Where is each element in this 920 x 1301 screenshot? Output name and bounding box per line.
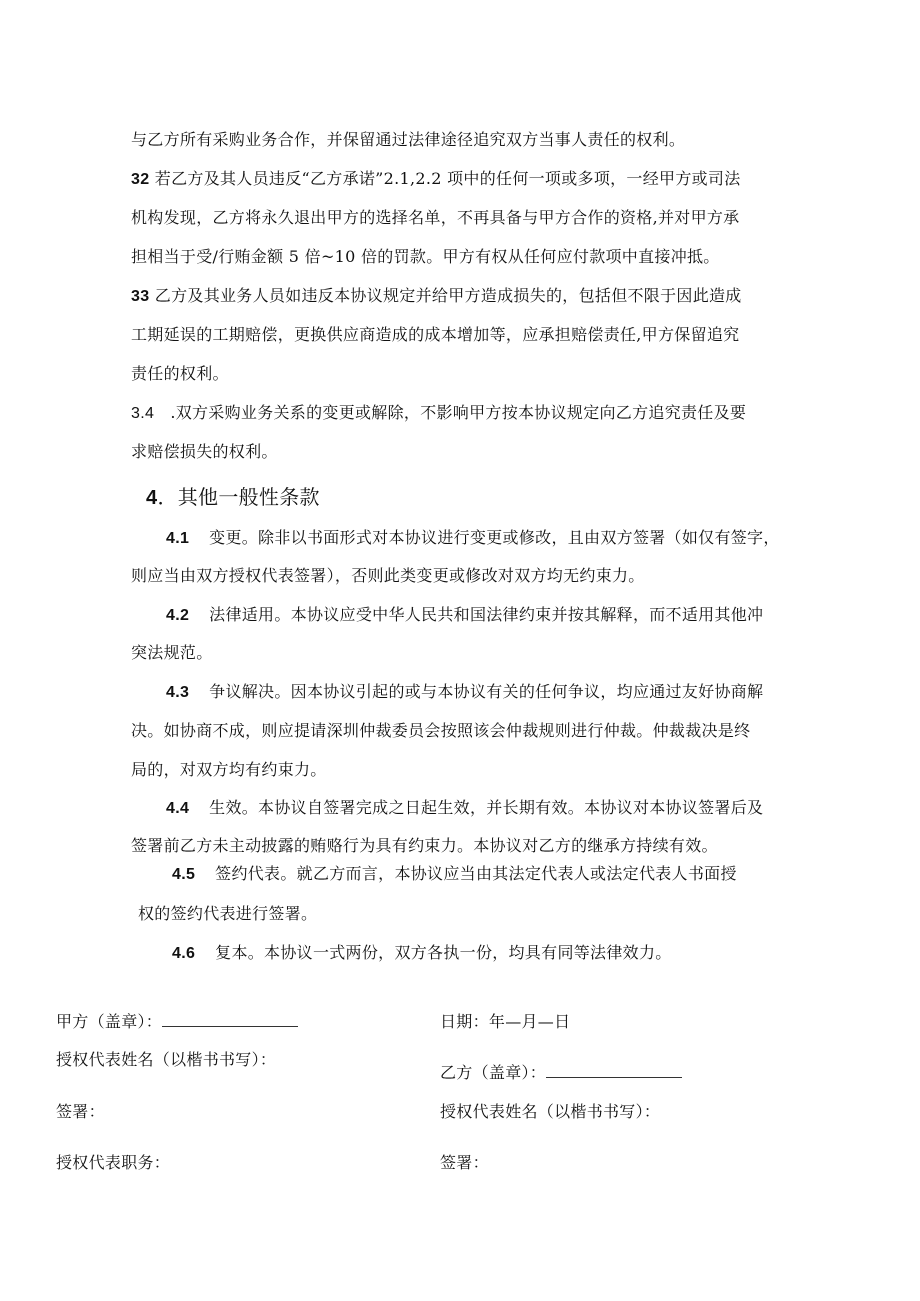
clause-line: 突法规范。 — [131, 643, 213, 662]
clause-3-2-line — [131, 169, 741, 190]
clause-text: .双方采购业务关系的变更或解除，不影响甲方按本协议规定向乙方追究责任及要 — [154, 403, 747, 422]
clause-text: 争议解决。因本协议引起的或与本协议有关的任何争议，均应通过友好协商解 — [209, 682, 764, 701]
clause-4-2 — [166, 605, 763, 626]
clause-line: 则应当由双方授权代表签署），否则此类变更或修改对双方均无约束力。 — [131, 566, 645, 585]
party-a-seal — [56, 1012, 298, 1032]
clause-4-4 — [166, 798, 763, 819]
clause-4-1 — [166, 528, 780, 549]
party-a-seal-label: 甲方（盖章）： — [56, 1012, 163, 1031]
party-b-sign: 签署： — [440, 1153, 489, 1172]
clause-text: 复本。本协议一式两份，双方各执一份，均具有同等法律效力。 — [215, 943, 672, 962]
clause-number: 4.1 — [166, 530, 190, 547]
clause-number: 4.3 — [166, 684, 190, 701]
paragraph-line: 机构发现，乙方将永久退出甲方的选择名单，不再具备与甲方合作的资格,并对甲方承 — [131, 208, 740, 227]
clause-text: 乙方及其业务人员如违反本协议规定并给甲方造成损失的，包括但不限于因此造成 — [149, 286, 742, 305]
clause-number: 32 — [131, 171, 150, 188]
clause-4-6 — [172, 943, 672, 964]
clause-text: 生效。本协议自签署完成之日起生效，并长期有效。本协议对本协议签署后及 — [209, 798, 764, 817]
paragraph-line: 与乙方所有采购业务合作，并保留通过法律途径追究双方当事人责任的权利。 — [131, 130, 686, 149]
section-number: 4 — [146, 487, 158, 509]
party-a-seal-blank — [162, 1013, 298, 1027]
clause-text: 签约代表。就乙方而言，本协议应当由其法定代表人或法定代表人书面授 — [215, 864, 737, 883]
clause-4-3 — [166, 682, 763, 703]
clause-line: 签署前乙方未主动披露的贿赂行为具有约束力。本协议对乙方的继承方持续有效。 — [131, 836, 718, 855]
clause-line: 决。如协商不成，则应提请深圳仲裁委员会按照该会仲裁规则进行仲裁。仲裁裁决是终 — [131, 721, 751, 740]
clause-number: 4.5 — [172, 866, 196, 883]
clause-4-5 — [172, 864, 737, 885]
section-title: ．其他一般性条款 — [157, 485, 320, 509]
clause-3-3-line — [131, 286, 742, 307]
paragraph-line: 担相当于受/行贿金额 5 倍~10 倍的罚款。甲方有权从任何应付款项中直接冲抵。 — [131, 247, 720, 266]
clause-number: 3.4 — [131, 405, 155, 422]
clause-number: 33 — [131, 288, 150, 305]
signing-date: 日期：年—月—日 — [440, 1012, 571, 1031]
paragraph-line: 责任的权利。 — [131, 364, 229, 383]
party-a-sign: 签署： — [56, 1102, 105, 1121]
clause-number: 4.2 — [166, 607, 190, 624]
party-b-seal — [440, 1063, 682, 1083]
section-heading — [146, 485, 320, 510]
clause-3-4-line — [131, 403, 746, 424]
party-b-seal-label: 乙方（盖章）： — [440, 1063, 547, 1082]
clause-number: 4.4 — [166, 800, 190, 817]
clause-line: 权的签约代表进行签署。 — [138, 904, 318, 923]
party-a-rep-name: 授权代表姓名（以楷书书写）： — [56, 1050, 277, 1069]
clause-text: 变更。除非以书面形式对本协议进行变更或修改，且由双方签署（如仅有签字， — [209, 528, 780, 547]
clause-text: 若乙方及其人员违反“乙方承诺”2.1,2.2 项中的任何一项或多项，一经甲方或司法 — [149, 169, 741, 188]
party-b-rep-name: 授权代表姓名（以楷书书写）： — [440, 1102, 661, 1121]
clause-line: 局的，对双方均有约束力。 — [131, 760, 327, 779]
paragraph-line: 求赔偿损失的权利。 — [131, 442, 278, 461]
clause-text: 法律适用。本协议应受中华人民共和国法律约束并按其解释，而不适用其他冲 — [209, 605, 764, 624]
party-b-seal-blank — [546, 1064, 682, 1078]
party-a-rep-title: 授权代表职务： — [56, 1153, 171, 1172]
paragraph-line: 工期延误的工期赔偿，更换供应商造成的成本增加等，应承担赔偿责任,甲方保留追究 — [131, 325, 740, 344]
clause-number: 4.6 — [172, 945, 196, 962]
